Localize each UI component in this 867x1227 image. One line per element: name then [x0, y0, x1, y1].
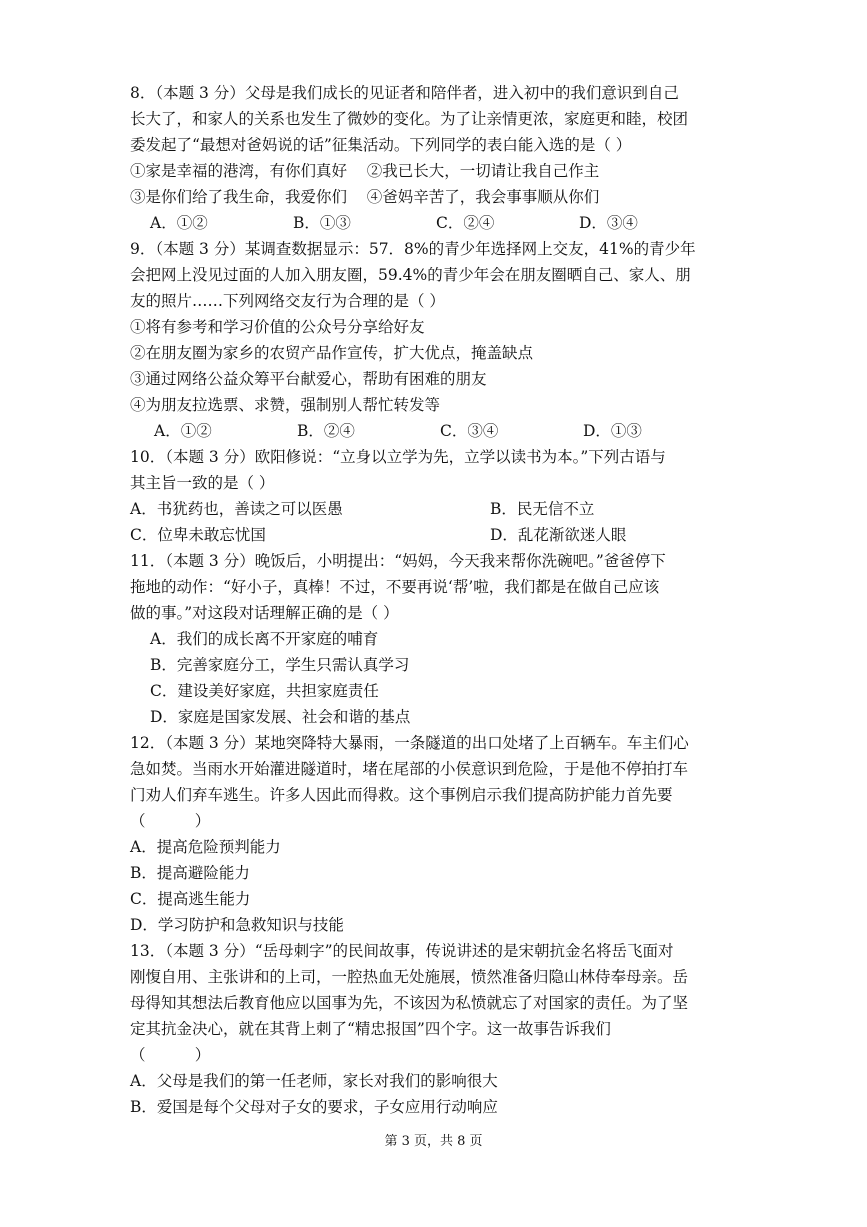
answer-options-row — [130, 522, 738, 548]
question-stem-line: 会把网上没见过面的人加入朋友圈，59.4%的青少年会在朋友圈晒自己、家人、朋 — [130, 266, 691, 284]
option-a[interactable]: A．①② — [150, 214, 208, 232]
answer-options — [130, 418, 738, 444]
question-stem-line: 定其抗金决心，就在其背上刺了“精忠报国”四个字。这一故事告诉我们 — [130, 1020, 611, 1038]
question-stem-line: 13．（本题 3 分）“岳母刺字”的民间故事，传说讲述的是宋朝抗金名将岳飞面对 — [130, 942, 674, 960]
question-10 — [130, 444, 738, 548]
statement-line: ①家是幸福的港湾，有你们真好 ②我已长大，一切请让我自己作主 — [130, 162, 600, 180]
statement-line: ②在朋友圈为家乡的农贸产品作宣传，扩大优点，掩盖缺点 — [130, 344, 534, 362]
option-b[interactable]: B．②④ — [297, 422, 355, 440]
option-c[interactable]: C．③④ — [440, 422, 499, 440]
option-d[interactable]: D．③④ — [579, 214, 638, 232]
option-a[interactable]: A．书犹药也，善读之可以医愚 — [130, 500, 343, 518]
question-stem-line: 急如焚。当雨水开始灌进隧道时，堵在尾部的小侯意识到危险，于是他不停拍打车 — [130, 760, 689, 778]
option-b[interactable]: B．①③ — [293, 214, 351, 232]
option-d[interactable]: D．家庭是国家发展、社会和谐的基点 — [150, 708, 411, 726]
answer-blank: （ ） — [130, 1046, 211, 1064]
question-stem-line: 刚愎自用、主张讲和的上司，一腔热血无处施展，愤然准备归隐山林侍奉母亲。岳 — [130, 968, 689, 986]
question-stem-line: 11．（本题 3 分）晚饭后，小明提出：“妈妈，今天我来帮你洗碗吧。”爸爸停下 — [130, 552, 666, 570]
question-12 — [130, 730, 738, 938]
question-stem-line: 委发起了“最想对爸妈说的话”征集活动。下列同学的表白能入选的是（ ） — [130, 136, 632, 154]
question-stem-line: 长大了，和家人的关系也发生了微妙的变化。为了让亲情更浓，家庭更和睦，校团 — [130, 110, 689, 128]
page-content — [130, 80, 738, 1120]
option-a[interactable]: A．①② — [154, 422, 212, 440]
answer-options — [130, 210, 738, 236]
statement-line: ①将有参考和学习价值的公众号分享给好友 — [130, 318, 425, 336]
option-b[interactable]: B．完善家庭分工，学生只需认真学习 — [150, 656, 410, 674]
page-footer: 第 3 页，共 8 页 — [384, 1134, 483, 1149]
question-stem-line: 母得知其想法后教育他应以国事为先，不该因为私愤就忘了对国家的责任。为了坚 — [130, 994, 689, 1012]
statement-line: ③是你们给了我生命，我爱你们 ④爸妈辛苦了，我会事事顺从你们 — [130, 188, 600, 206]
question-stem-line: 友的照片……下列网络交友行为合理的是（ ） — [130, 292, 445, 310]
option-b[interactable]: B．爱国是每个父母对子女的要求，子女应用行动响应 — [130, 1098, 498, 1116]
answer-blank: （ ） — [130, 812, 211, 830]
option-b[interactable]: B．提高避险能力 — [130, 864, 250, 882]
statement-line: ③通过网络公益众筹平台献爱心，帮助有困难的朋友 — [130, 370, 487, 388]
question-stem-line: 8．（本题 3 分）父母是我们成长的见证者和陪伴者，进入初中的我们意识到自己 — [130, 84, 679, 102]
question-11 — [130, 548, 738, 730]
question-9 — [130, 236, 738, 444]
option-d[interactable]: D．学习防护和急救知识与技能 — [130, 916, 344, 934]
option-a[interactable]: A．父母是我们的第一任老师，家长对我们的影响很大 — [130, 1072, 498, 1090]
question-stem-line: 拖地的动作：“好小子，真棒！不过，不要再说‘帮’啦，我们都是在做自己应该 — [130, 578, 660, 596]
question-stem-line: 9．（本题 3 分）某调查数据显示：57．8%的青少年选择网上交友，41%的青少年 — [130, 240, 696, 258]
answer-options-row — [130, 496, 738, 522]
statement-line: ④为朋友拉选票、求赞，强制别人帮忙转发等 — [130, 396, 441, 414]
question-stem-line: 12．（本题 3 分）某地突降特大暴雨，一条隧道的出口处堵了上百辆车。车主们心 — [130, 734, 689, 752]
option-c[interactable]: C．建设美好家庭，共担家庭责任 — [150, 682, 379, 700]
option-a[interactable]: A．提高危险预判能力 — [130, 838, 281, 856]
option-c[interactable]: C．提高逃生能力 — [130, 890, 251, 908]
option-c[interactable]: C．位卑未敢忘忧国 — [130, 526, 266, 544]
option-b[interactable]: B．民无信不立 — [490, 500, 595, 518]
question-stem-line: 10．（本题 3 分）欧阳修说：“立身以立学为先，立学以读书为本。”下列古语与 — [130, 448, 666, 466]
option-d[interactable]: D．①③ — [583, 422, 642, 440]
option-d[interactable]: D．乱花渐欲迷人眼 — [490, 526, 627, 544]
option-a[interactable]: A．我们的成长离不开家庭的哺育 — [150, 630, 379, 648]
question-8 — [130, 80, 738, 236]
option-c[interactable]: C．②④ — [436, 214, 495, 232]
question-13 — [130, 938, 738, 1120]
question-stem-line: 门劝人们弃车逃生。许多人因此而得救。这个事例启示我们提高防护能力首先要 — [130, 786, 673, 804]
question-stem-line: 其主旨一致的是（ ） — [130, 474, 275, 492]
question-stem-line: 做的事。”对这段对话理解正确的是（ ） — [130, 604, 399, 622]
